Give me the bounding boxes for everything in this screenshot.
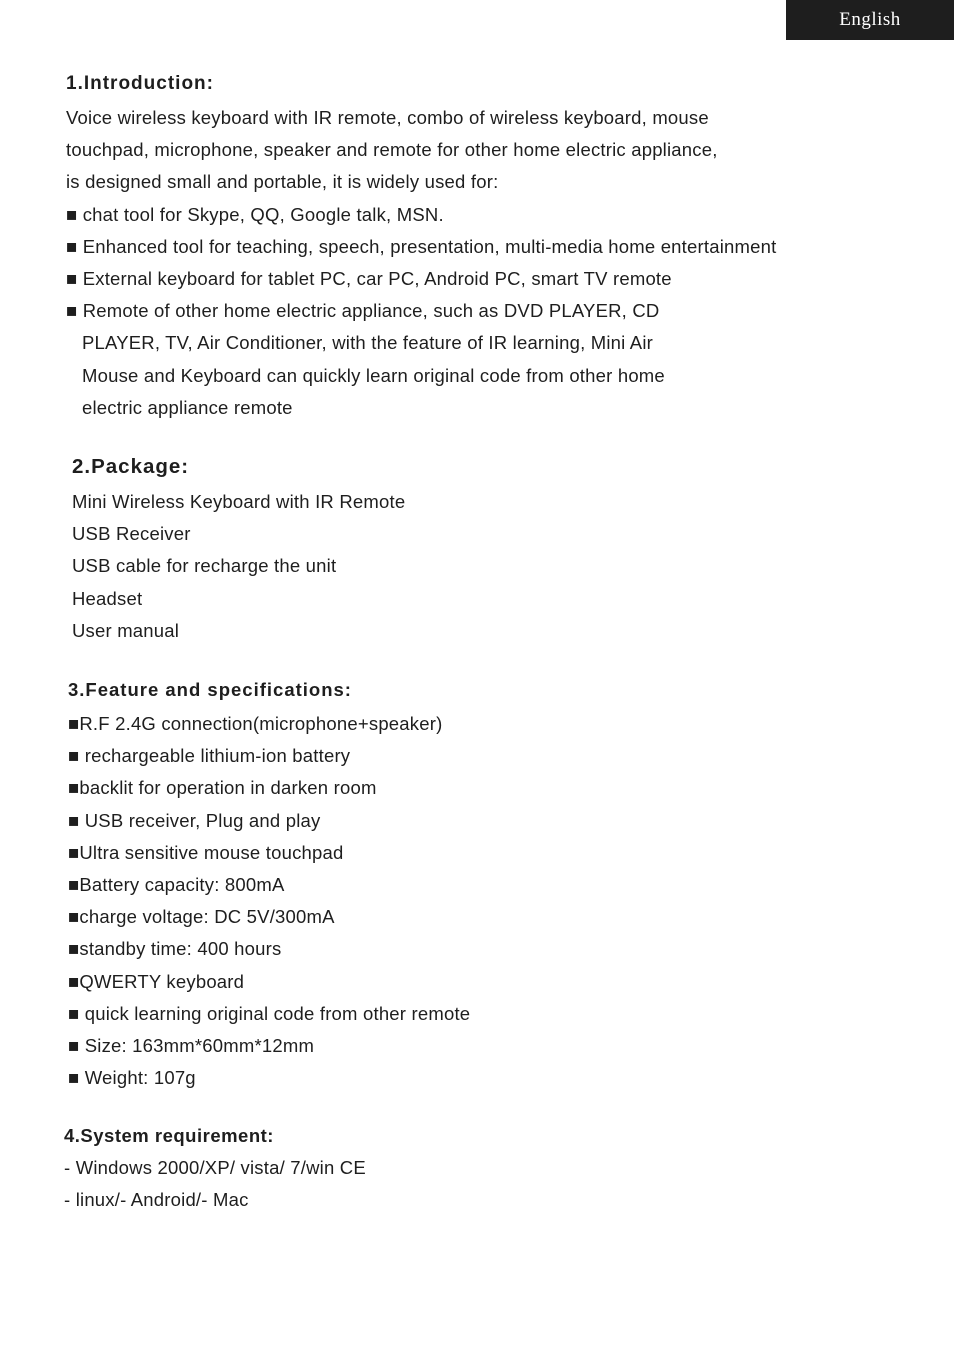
feature-item: ■Battery capacity: 800mA (68, 874, 285, 896)
introduction-bullet: ■ Enhanced tool for teaching, speech, presentation, multi-media home entertainment (66, 235, 777, 257)
introduction-bullet-continuation: electric appliance remote (82, 396, 293, 418)
system-requirement-section (64, 1122, 366, 1216)
feature-item: ■QWERTY keyboard (68, 970, 245, 992)
feature-item: ■Ultra sensitive mouse touchpad (68, 841, 344, 863)
system-requirement-item: - Windows 2000/XP/ vista/ 7/win CE (64, 1157, 366, 1178)
features-section (68, 676, 470, 1094)
feature-item: ■standby time: 400 hours (68, 938, 282, 960)
package-item: Mini Wireless Keyboard with IR Remote (72, 491, 406, 512)
package-item: USB cable for recharge the unit (72, 555, 337, 577)
feature-item: ■ USB receiver, Plug and play (68, 809, 321, 831)
package-item: Headset (72, 587, 143, 609)
introduction-line: touchpad, microphone, speaker and remote for other home electric appliance, (66, 139, 718, 161)
feature-item: ■R.F 2.4G connection(microphone+speaker) (68, 713, 443, 734)
introduction-section (66, 70, 776, 424)
feature-item: ■backlit for operation in darken room (68, 777, 377, 799)
features-heading: 3.Feature and specifications: (68, 679, 352, 700)
introduction-bullet: ■ External keyboard for tablet PC, car PC, Android PC, smart TV remote (66, 268, 672, 290)
introduction-bullet-continuation: PLAYER, TV, Air Conditioner, with the feature of IR learning, Mini Air (82, 332, 653, 354)
introduction-heading: 1.Introduction: (66, 73, 214, 94)
language-tab: English (786, 0, 954, 40)
system-requirement-item: - linux/- Android/- Mac (64, 1189, 249, 1211)
introduction-bullet: ■ chat tool for Skype, QQ, Google talk, MSN. (66, 203, 444, 225)
introduction-bullet-continuation: Mouse and Keyboard can quickly learn original code from other home (82, 364, 665, 386)
feature-item: ■ quick learning original code from other remote (68, 1002, 471, 1024)
introduction-bullet: ■ Remote of other home electric appliance, such as DVD PLAYER, CD (66, 300, 660, 322)
package-section (72, 452, 405, 647)
feature-item: ■ Weight: 107g (68, 1067, 196, 1089)
introduction-line: Voice wireless keyboard with IR remote, combo of wireless keyboard, mouse (66, 107, 709, 128)
package-item: USB Receiver (72, 523, 191, 545)
feature-item: ■ Size: 163mm*60mm*12mm (68, 1035, 315, 1057)
feature-item: ■ rechargeable lithium-ion battery (68, 745, 351, 767)
introduction-line: is designed small and portable, it is widely used for: (66, 171, 499, 193)
system-requirement-heading: 4.System requirement: (64, 1125, 274, 1146)
package-heading: 2.Package: (72, 455, 190, 478)
package-item: User manual (72, 619, 180, 641)
feature-item: ■charge voltage: DC 5V/300mA (68, 906, 335, 928)
